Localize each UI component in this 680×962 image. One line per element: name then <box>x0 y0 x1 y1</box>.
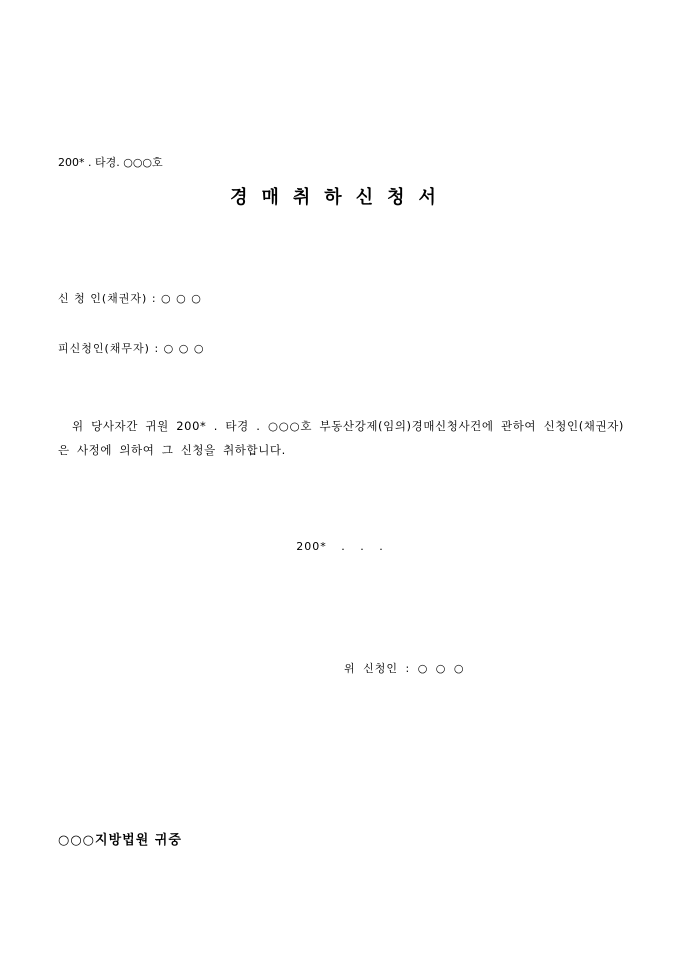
date-line: 200* . . . <box>296 540 384 553</box>
body-paragraph: 위 당사자간 귀원 200* . 타경 . ○○○호 부동산강제(임의)경매신청사건에 관하여 신청인(채권자)은 사정에 의하여 그 신청을 취하합니다. <box>58 419 624 457</box>
respondent-line: 피신청인(채무자) : ○ ○ ○ <box>58 342 205 355</box>
court-addressee: ○○○지방법원 귀중 <box>58 833 182 848</box>
applicant-line: 신 청 인(채권자) : ○ ○ ○ <box>58 292 202 305</box>
signature-line: 위 신청인 : ○ ○ ○ <box>344 662 465 675</box>
document-title: 경매취하신청서 <box>230 187 450 208</box>
case-number: 200* . 타경. ○○○호 <box>58 156 163 169</box>
